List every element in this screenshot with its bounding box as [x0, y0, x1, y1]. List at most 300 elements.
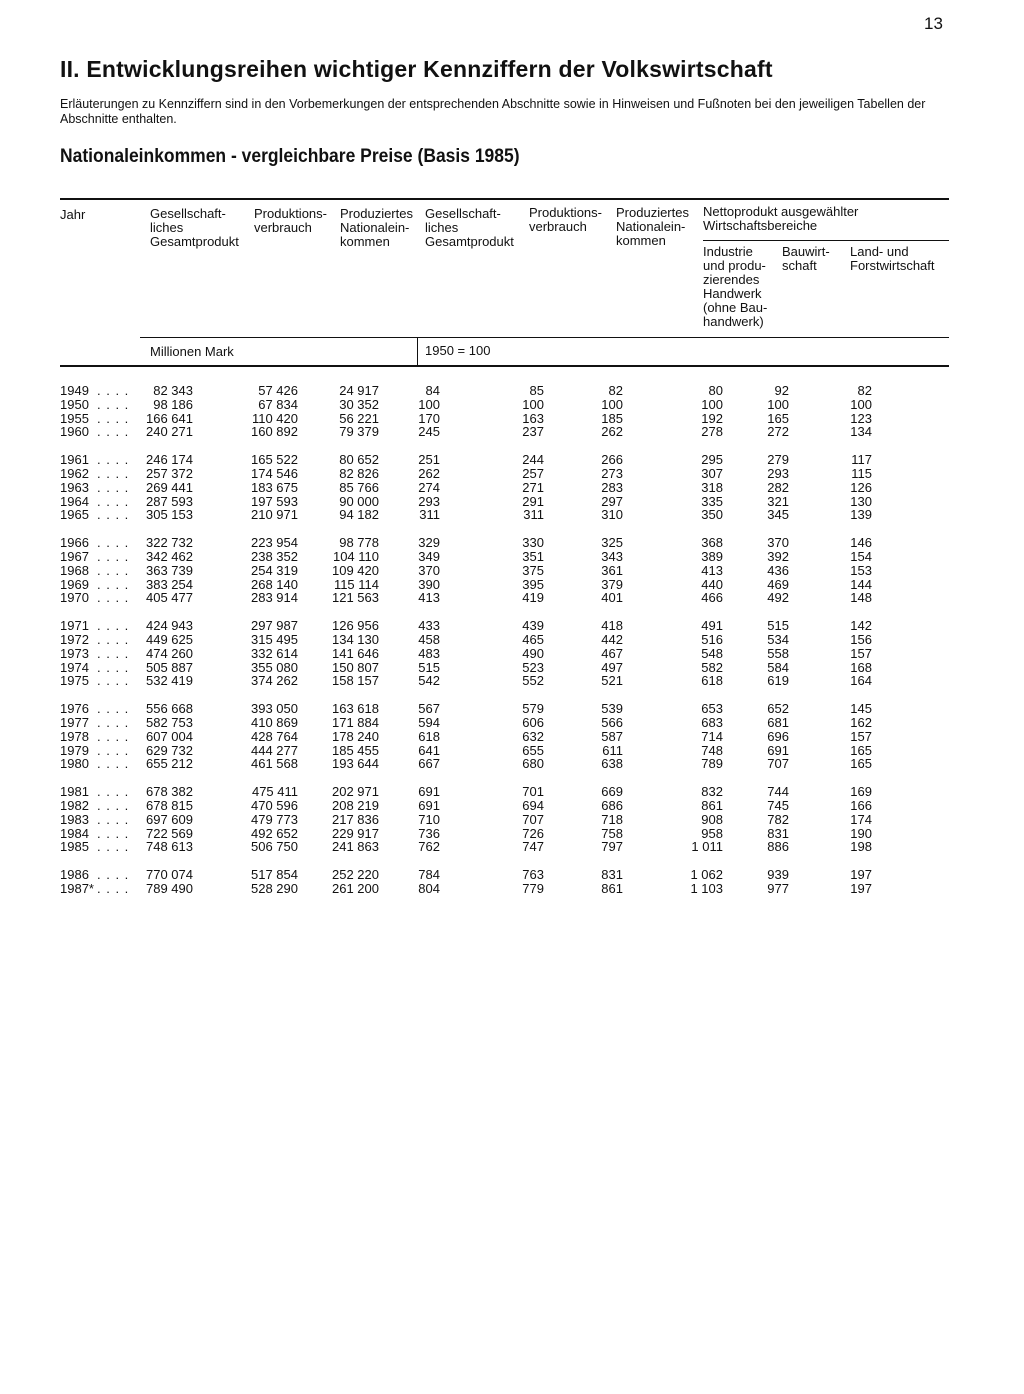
- row-year: 1962: [60, 465, 89, 481]
- row-value: 115: [851, 465, 872, 481]
- row-value: 82 826: [339, 465, 379, 481]
- row-value: 157: [850, 645, 872, 661]
- row-value: 748 613: [146, 839, 193, 855]
- row-value: 439: [522, 618, 544, 634]
- row-year: 1955: [60, 410, 89, 426]
- row-value: 763: [522, 867, 544, 883]
- header-landwirtschaft: Land- und Forstwirtschaft: [850, 244, 935, 273]
- row-value: 355 080: [251, 659, 298, 675]
- row-value: 274: [418, 479, 440, 495]
- row-leader-dots: . . . .: [97, 410, 130, 426]
- row-value: 197: [850, 880, 872, 896]
- row-value: 262: [418, 465, 440, 481]
- row-value: 335: [701, 493, 723, 509]
- row-leader-dots: . . . .: [97, 797, 130, 813]
- row-year: 1986: [60, 867, 89, 883]
- row-value: 418: [601, 618, 623, 634]
- row-leader-dots: . . . .: [97, 839, 130, 855]
- row-value: 351: [522, 548, 544, 564]
- row-value: 582: [701, 659, 723, 675]
- row-value: 297: [601, 493, 623, 509]
- row-value: 556 668: [146, 701, 193, 717]
- row-value: 370: [418, 562, 440, 578]
- row-year: 1977: [60, 714, 89, 730]
- row-value: 782: [767, 811, 789, 827]
- row-value: 424 943: [146, 618, 193, 634]
- row-value: 419: [522, 590, 544, 606]
- row-value: 681: [767, 714, 789, 730]
- row-value: 686: [601, 797, 623, 813]
- row-value: 832: [701, 784, 723, 800]
- row-leader-dots: . . . .: [97, 659, 130, 675]
- row-value: 237: [522, 424, 544, 440]
- row-value: 497: [601, 659, 623, 675]
- header-produktionsverbrauch-mio: Produktions- verbrauch: [254, 206, 327, 235]
- row-value: 100: [601, 396, 623, 412]
- row-value: 611: [602, 742, 623, 758]
- row-value: 345: [767, 507, 789, 523]
- row-year: 1985: [60, 839, 89, 855]
- row-value: 401: [601, 590, 623, 606]
- header-jahr: Jahr: [60, 207, 86, 222]
- row-value: 310: [601, 507, 623, 523]
- row-value: 492 652: [251, 825, 298, 841]
- row-leader-dots: . . . .: [97, 825, 130, 841]
- row-value: 109 420: [332, 562, 379, 578]
- row-value: 470 596: [251, 797, 298, 813]
- row-value: 291: [522, 493, 544, 509]
- row-value: 156: [850, 631, 872, 647]
- row-value: 165: [850, 756, 872, 772]
- row-value: 90 000: [339, 493, 379, 509]
- row-value: 30 352: [339, 396, 379, 412]
- row-leader-dots: . . . .: [97, 479, 130, 495]
- row-leader-dots: . . . .: [97, 424, 130, 440]
- header-nettoprodukt-group: Nettoprodukt ausgewählter Wirtschaftsbereiche: [703, 204, 859, 233]
- row-value: 305 153: [146, 507, 193, 523]
- row-value: 100: [850, 396, 872, 412]
- row-value: 193 644: [332, 756, 379, 772]
- row-value: 217 836: [332, 811, 379, 827]
- row-year: 1950: [60, 396, 89, 412]
- row-value: 506 750: [251, 839, 298, 855]
- row-value: 208 219: [332, 797, 379, 813]
- row-value: 1 062: [690, 867, 723, 883]
- row-value: 939: [767, 867, 789, 883]
- row-value: 85 766: [339, 479, 379, 495]
- row-value: 134: [850, 424, 872, 440]
- row-leader-dots: . . . .: [97, 562, 130, 578]
- row-value: 297 987: [251, 618, 298, 634]
- row-value: 144: [850, 576, 872, 592]
- row-value: 223 954: [251, 535, 298, 551]
- row-value: 126: [850, 479, 872, 495]
- row-value: 490: [522, 645, 544, 661]
- table-row: [0, 757, 1024, 771]
- row-value: 100: [767, 396, 789, 412]
- row-year: 1961: [60, 452, 89, 468]
- row-value: 515: [767, 618, 789, 634]
- row-year: 1975: [60, 673, 89, 689]
- row-value: 126 956: [332, 618, 379, 634]
- row-value: 697 609: [146, 811, 193, 827]
- table-row: [0, 425, 1024, 439]
- row-year: 1976: [60, 701, 89, 717]
- row-year: 1965: [60, 507, 89, 523]
- row-value: 329: [418, 535, 440, 551]
- row-value: 361: [601, 562, 623, 578]
- row-value: 474 260: [146, 645, 193, 661]
- row-leader-dots: . . . .: [97, 756, 130, 772]
- row-leader-dots: . . . .: [97, 396, 130, 412]
- row-value: 539: [601, 701, 623, 717]
- header-industrie: Industrie und produ- zierendes Handwerk (ohne Bau- handwerk): [703, 244, 768, 329]
- row-value: 121 563: [332, 590, 379, 606]
- row-value: 582 753: [146, 714, 193, 730]
- row-value: 98 186: [153, 396, 193, 412]
- row-value: 197 593: [251, 493, 298, 509]
- row-value: 413: [418, 590, 440, 606]
- table-top-rule: [60, 198, 949, 200]
- row-leader-dots: . . . .: [97, 618, 130, 634]
- row-value: 619: [767, 673, 789, 689]
- row-value: 762: [418, 839, 440, 855]
- row-value: 82 343: [153, 383, 193, 398]
- row-value: 736: [418, 825, 440, 841]
- row-value: 691: [418, 797, 440, 813]
- row-value: 165 522: [251, 452, 298, 468]
- unit-label-mark: Millionen Mark: [150, 344, 234, 359]
- row-value: 655: [522, 742, 544, 758]
- row-value: 710: [418, 811, 440, 827]
- row-leader-dots: . . . .: [97, 493, 130, 509]
- row-value: 279: [767, 452, 789, 468]
- row-year: 1949: [60, 383, 89, 398]
- row-leader-dots: . . . .: [97, 867, 130, 883]
- row-year: 1987*: [60, 880, 94, 896]
- row-value: 342 462: [146, 548, 193, 564]
- table-row: [0, 882, 1024, 896]
- row-value: 389: [701, 548, 723, 564]
- row-value: 80: [708, 383, 723, 398]
- table-row: [0, 412, 1024, 426]
- row-value: 789 490: [146, 880, 193, 896]
- row-leader-dots: . . . .: [97, 535, 130, 551]
- header-gesamtprodukt-index: Gesellschaft- liches Gesamtprodukt: [425, 206, 514, 249]
- row-value: 321: [767, 493, 789, 509]
- table-row: [0, 799, 1024, 813]
- row-value: 318: [701, 479, 723, 495]
- row-value: 395: [522, 576, 544, 592]
- table-row: [0, 702, 1024, 716]
- row-year: 1980: [60, 756, 89, 772]
- row-year: 1973: [60, 645, 89, 661]
- row-value: 153: [850, 562, 872, 578]
- row-value: 142: [850, 618, 872, 634]
- row-value: 405 477: [146, 590, 193, 606]
- row-value: 307: [701, 465, 723, 481]
- row-leader-dots: . . . .: [97, 507, 130, 523]
- row-value: 24 917: [339, 383, 379, 398]
- table-row: [0, 827, 1024, 841]
- row-value: 154: [850, 548, 872, 564]
- row-leader-dots: . . . .: [97, 880, 130, 896]
- row-year: 1981: [60, 784, 89, 800]
- row-value: 254 319: [251, 562, 298, 578]
- table-row: [0, 730, 1024, 744]
- row-leader-dots: . . . .: [97, 742, 130, 758]
- row-leader-dots: . . . .: [97, 645, 130, 661]
- row-value: 413: [701, 562, 723, 578]
- row-value: 466: [701, 590, 723, 606]
- table-row: [0, 813, 1024, 827]
- row-value: 238 352: [251, 548, 298, 564]
- row-value: 257: [522, 465, 544, 481]
- row-value: 283: [601, 479, 623, 495]
- row-value: 293: [418, 493, 440, 509]
- row-year: 1969: [60, 576, 89, 592]
- row-value: 558: [767, 645, 789, 661]
- row-value: 197: [850, 867, 872, 883]
- row-value: 696: [767, 728, 789, 744]
- row-value: 458: [418, 631, 440, 647]
- row-leader-dots: . . . .: [97, 701, 130, 717]
- row-value: 523: [522, 659, 544, 675]
- row-value: 886: [767, 839, 789, 855]
- row-value: 283 914: [251, 590, 298, 606]
- row-value: 691: [767, 742, 789, 758]
- row-value: 707: [767, 756, 789, 772]
- row-value: 669: [601, 784, 623, 800]
- row-value: 163 618: [332, 701, 379, 717]
- row-value: 392: [767, 548, 789, 564]
- row-value: 202 971: [332, 784, 379, 800]
- row-value: 278: [701, 424, 723, 440]
- row-value: 491: [701, 618, 723, 634]
- row-value: 370: [767, 535, 789, 551]
- row-value: 282: [767, 479, 789, 495]
- row-leader-dots: . . . .: [97, 714, 130, 730]
- units-separator: [417, 337, 418, 366]
- row-value: 861: [601, 880, 623, 896]
- row-value: 164: [850, 673, 872, 689]
- table-row: [0, 591, 1024, 605]
- header-nationaleinkommen-index: Produziertes Nationalein- kommen: [616, 205, 689, 248]
- row-value: 548: [701, 645, 723, 661]
- row-value: 79 379: [339, 424, 379, 440]
- row-value: 440: [701, 576, 723, 592]
- row-value: 350: [701, 507, 723, 523]
- row-value: 115 114: [333, 576, 379, 592]
- section-title: II. Entwicklungsreihen wichtiger Kennziffern der Volkswirtschaft: [60, 56, 773, 82]
- table-row: [0, 785, 1024, 799]
- row-value: 707: [522, 811, 544, 827]
- row-value: 268 140: [251, 576, 298, 592]
- row-year: 1963: [60, 479, 89, 495]
- row-value: 170: [418, 410, 440, 426]
- table-row: [0, 840, 1024, 854]
- row-value: 287 593: [146, 493, 193, 509]
- header-units-rule: [140, 337, 949, 338]
- row-value: 745: [767, 797, 789, 813]
- row-value: 332 614: [251, 645, 298, 661]
- row-value: 158 157: [332, 673, 379, 689]
- row-value: 168: [850, 659, 872, 675]
- row-value: 56 221: [339, 410, 379, 426]
- row-value: 174 546: [251, 465, 298, 481]
- row-leader-dots: . . . .: [97, 576, 130, 592]
- row-value: 465: [522, 631, 544, 647]
- row-value: 240 271: [146, 424, 193, 440]
- row-value: 139: [850, 507, 872, 523]
- row-value: 163: [522, 410, 544, 426]
- row-value: 272: [767, 424, 789, 440]
- row-value: 618: [418, 728, 440, 744]
- row-value: 94 182: [339, 507, 379, 523]
- row-value: 552: [522, 673, 544, 689]
- row-value: 322 732: [146, 535, 193, 551]
- row-value: 652: [767, 701, 789, 717]
- row-value: 169: [850, 784, 872, 800]
- table-row: [0, 868, 1024, 882]
- row-value: 714: [701, 728, 723, 744]
- row-value: 85: [529, 383, 544, 398]
- row-value: 653: [701, 701, 723, 717]
- row-value: 343: [601, 548, 623, 564]
- row-value: 433: [418, 618, 440, 634]
- table-row: [0, 550, 1024, 564]
- table-row: [0, 633, 1024, 647]
- row-leader-dots: . . . .: [97, 465, 130, 481]
- row-value: 678 815: [146, 797, 193, 813]
- row-value: 861: [701, 797, 723, 813]
- row-value: 162: [850, 714, 872, 730]
- row-value: 461 568: [251, 756, 298, 772]
- table-row: [0, 647, 1024, 661]
- row-value: 311: [419, 507, 440, 523]
- row-value: 516: [701, 631, 723, 647]
- row-value: 528 290: [251, 880, 298, 896]
- row-value: 293: [767, 465, 789, 481]
- row-value: 726: [522, 825, 544, 841]
- row-year: 1967: [60, 548, 89, 564]
- row-value: 157: [850, 728, 872, 744]
- row-value: 166 641: [146, 410, 193, 426]
- row-value: 100: [701, 396, 723, 412]
- row-value: 229 917: [332, 825, 379, 841]
- row-value: 330: [522, 535, 544, 551]
- row-value: 1 011: [691, 839, 723, 855]
- row-value: 804: [418, 880, 440, 896]
- row-value: 375: [522, 562, 544, 578]
- row-value: 505 887: [146, 659, 193, 675]
- row-leader-dots: . . . .: [97, 590, 130, 606]
- row-value: 618: [701, 673, 723, 689]
- row-value: 594: [418, 714, 440, 730]
- row-value: 110 420: [251, 410, 298, 426]
- row-leader-dots: . . . .: [97, 728, 130, 744]
- header-bottom-rule: [60, 365, 949, 367]
- row-value: 82: [608, 383, 623, 398]
- row-value: 251: [418, 452, 440, 468]
- row-year: 1966: [60, 535, 89, 551]
- row-value: 245: [418, 424, 440, 440]
- row-value: 629 732: [146, 742, 193, 758]
- row-value: 678 382: [146, 784, 193, 800]
- row-value: 100: [418, 396, 440, 412]
- row-value: 691: [418, 784, 440, 800]
- row-value: 150 807: [332, 659, 379, 675]
- row-value: 542: [418, 673, 440, 689]
- row-value: 683: [701, 714, 723, 730]
- row-value: 567: [418, 701, 440, 717]
- row-year: 1978: [60, 728, 89, 744]
- table-row: [0, 564, 1024, 578]
- row-value: 171 884: [332, 714, 379, 730]
- row-value: 383 254: [146, 576, 193, 592]
- row-value: 183 675: [251, 479, 298, 495]
- row-year: 1979: [60, 742, 89, 758]
- row-value: 579: [522, 701, 544, 717]
- row-value: 374 262: [251, 673, 298, 689]
- intro-text: Erläuterungen zu Kennziffern sind in den Vorbemerkungen der entsprechenden Abschnitte sowie in Hinweisen und Fußnoten bei den jeweiligen Tabellen der Abschnitte enthalten.: [60, 97, 926, 126]
- row-value: 166: [850, 797, 872, 813]
- header-nationaleinkommen-mio: Produziertes Nationalein- kommen: [340, 206, 413, 249]
- row-value: 469: [767, 576, 789, 592]
- row-value: 390: [418, 576, 440, 592]
- row-value: 67 834: [258, 396, 298, 412]
- table-row: [0, 467, 1024, 481]
- row-value: 632: [522, 728, 544, 744]
- table-row: [0, 619, 1024, 633]
- row-year: 1972: [60, 631, 89, 647]
- row-value: 655 212: [146, 756, 193, 772]
- row-value: 584: [767, 659, 789, 675]
- row-value: 393 050: [251, 701, 298, 717]
- row-value: 694: [522, 797, 544, 813]
- row-value: 246 174: [146, 452, 193, 468]
- row-value: 492: [767, 590, 789, 606]
- row-value: 587: [601, 728, 623, 744]
- row-value: 146: [850, 535, 872, 551]
- row-leader-dots: . . . .: [97, 811, 130, 827]
- row-year: 1974: [60, 659, 89, 675]
- row-value: 174: [850, 811, 872, 827]
- table-row: [0, 716, 1024, 730]
- table-row: [0, 674, 1024, 688]
- row-value: 117: [851, 452, 872, 468]
- table-row: [0, 578, 1024, 592]
- table-row: [0, 453, 1024, 467]
- row-value: 84: [425, 383, 440, 398]
- row-value: 315 495: [251, 631, 298, 647]
- row-value: 266: [601, 452, 623, 468]
- row-year: 1984: [60, 825, 89, 841]
- row-value: 479 773: [251, 811, 298, 827]
- row-leader-dots: . . . .: [97, 452, 130, 468]
- row-year: 1970: [60, 590, 89, 606]
- row-value: 958: [701, 825, 723, 841]
- row-value: 178 240: [332, 728, 379, 744]
- header-produktionsverbrauch-index: Produktions- verbrauch: [529, 205, 602, 234]
- row-value: 449 625: [146, 631, 193, 647]
- row-value: 410 869: [251, 714, 298, 730]
- row-value: 100: [522, 396, 544, 412]
- row-value: 475 411: [251, 784, 298, 800]
- row-value: 747: [522, 839, 544, 855]
- row-value: 784: [418, 867, 440, 883]
- row-value: 192: [701, 410, 723, 426]
